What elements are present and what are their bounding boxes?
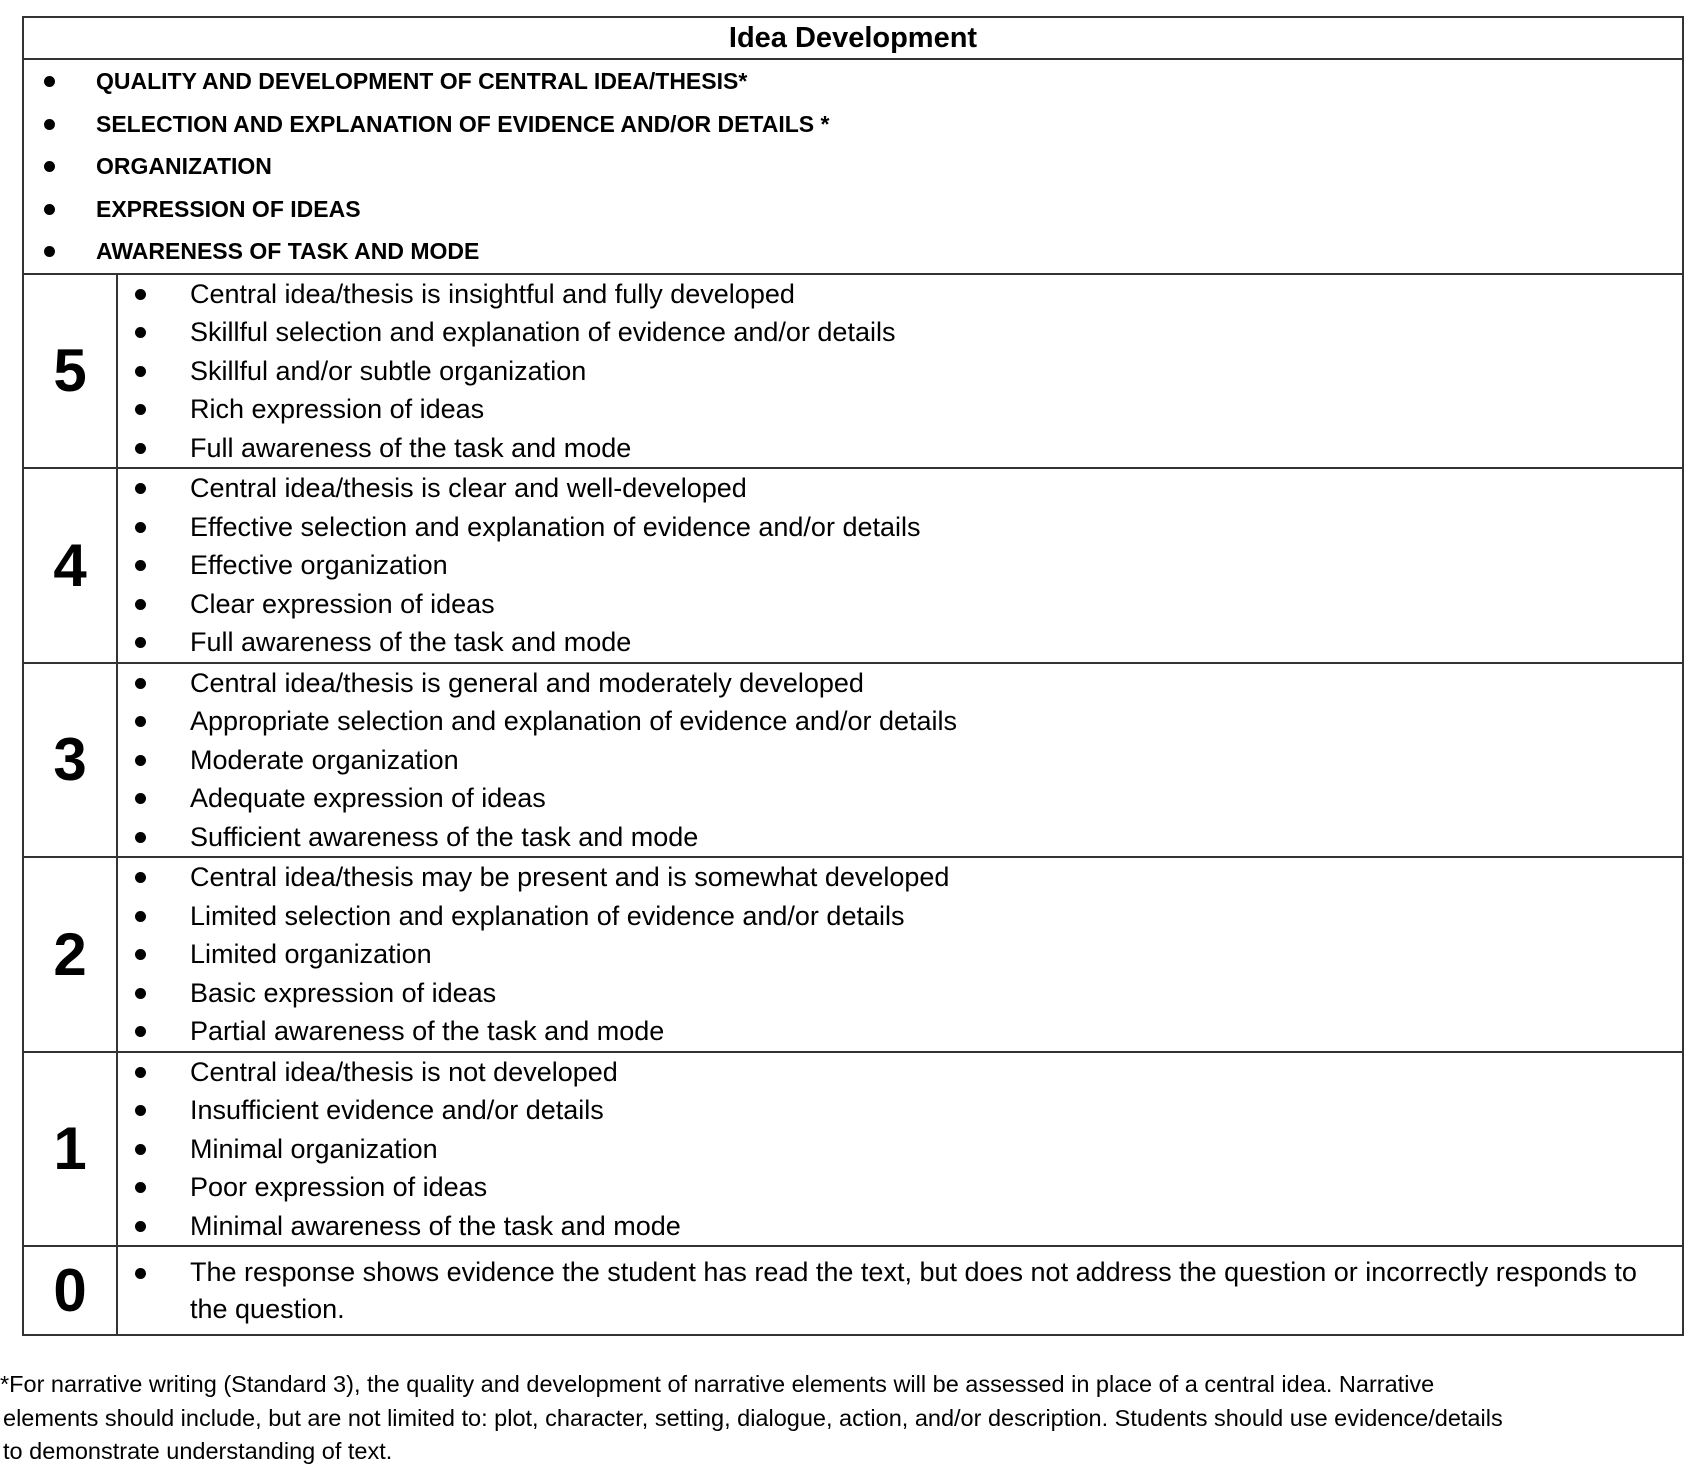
bullet-icon	[135, 404, 146, 415]
descriptor-item: Full awareness of the task and mode	[118, 623, 1682, 662]
descriptor-item: Appropriate selection and explanation of evidence and/or details	[118, 702, 1682, 741]
score-value: 3	[23, 663, 117, 858]
criteria-item	[24, 188, 1682, 231]
criteria-item-label: QUALITY AND DEVELOPMENT OF CENTRAL IDEA/THESIS*	[96, 68, 748, 94]
bullet-icon	[135, 289, 146, 300]
descriptor-item: Clear expression of ideas	[118, 585, 1682, 624]
descriptor-item: Full awareness of the task and mode	[118, 429, 1682, 468]
descriptor-item: Partial awareness of the task and mode	[118, 1012, 1682, 1051]
descriptor-item: Insufficient evidence and/or details	[118, 1091, 1682, 1130]
score-descriptors	[117, 468, 1683, 663]
descriptor-item: Basic expression of ideas	[118, 974, 1682, 1013]
score-row-4	[23, 468, 1683, 663]
footnote	[0, 1368, 1660, 1469]
descriptor-item: Central idea/thesis is general and moderately developed	[118, 664, 1682, 703]
bullet-icon	[135, 1182, 146, 1193]
bullet-icon	[135, 599, 146, 610]
bullet-icon	[135, 1144, 146, 1155]
descriptor-item: Effective selection and explanation of evidence and/or details	[118, 508, 1682, 547]
bullet-icon	[135, 793, 146, 804]
bullet-icon	[44, 246, 55, 257]
bullet-icon	[135, 637, 146, 648]
criteria-item	[24, 230, 1682, 273]
rubric-table	[22, 16, 1684, 1336]
descriptor-list	[118, 1053, 1682, 1246]
rubric-title: Idea Development	[23, 17, 1683, 59]
bullet-icon	[135, 1067, 146, 1078]
descriptor-item: Adequate expression of ideas	[118, 779, 1682, 818]
descriptor-item: Skillful and/or subtle organization	[118, 352, 1682, 391]
score-descriptors	[117, 274, 1683, 469]
descriptor-item: Sufficient awareness of the task and mode	[118, 818, 1682, 857]
score-value: 0	[23, 1246, 117, 1335]
descriptor-item: Limited selection and explanation of evidence and/or details	[118, 897, 1682, 936]
criteria-list	[24, 60, 1682, 273]
descriptor-item: Minimal awareness of the task and mode	[118, 1207, 1682, 1246]
descriptor-item: Moderate organization	[118, 741, 1682, 780]
footnote-line: elements should include, but are not limited to: plot, character, setting, dialogue, action, and/or description. Students should use evidence/details	[3, 1404, 1503, 1431]
bullet-icon	[135, 832, 146, 843]
descriptor-list	[118, 858, 1682, 1051]
bullet-icon	[135, 443, 146, 454]
bullet-icon	[135, 483, 146, 494]
descriptor-item: Skillful selection and explanation of evidence and/or details	[118, 313, 1682, 352]
descriptor-item: Limited organization	[118, 935, 1682, 974]
criteria-item	[24, 103, 1682, 146]
descriptor-item: Central idea/thesis may be present and is somewhat developed	[118, 858, 1682, 897]
criteria-item	[24, 60, 1682, 103]
bullet-icon	[135, 327, 146, 338]
criteria-item-label: SELECTION AND EXPLANATION OF EVIDENCE AND/OR DETAILS *	[96, 110, 830, 137]
bullet-icon	[135, 911, 146, 922]
descriptor-item: Central idea/thesis is insightful and fully developed	[118, 275, 1682, 314]
score-value: 5	[23, 274, 117, 469]
bullet-icon	[135, 755, 146, 766]
score-row-0	[23, 1246, 1683, 1335]
descriptor-item: The response shows evidence the student has read the text, but does not address the question or incorrectly responds to the question.	[118, 1254, 1682, 1328]
bullet-icon	[135, 1268, 146, 1279]
bullet-icon	[135, 716, 146, 727]
descriptor-item: Poor expression of ideas	[118, 1168, 1682, 1207]
bullet-icon	[135, 1026, 146, 1037]
bullet-icon	[135, 949, 146, 960]
score-descriptors	[117, 663, 1683, 858]
rubric-title-row	[23, 17, 1683, 59]
bullet-icon	[135, 988, 146, 999]
bullet-icon	[135, 872, 146, 883]
footnote-line: to demonstrate understanding of text.	[3, 1438, 393, 1464]
score-value: 1	[23, 1052, 117, 1247]
criteria-cell	[23, 59, 1683, 274]
bullet-icon	[44, 76, 55, 87]
bullet-icon	[135, 366, 146, 377]
score-value: 4	[23, 468, 117, 663]
descriptor-item: Central idea/thesis is not developed	[118, 1053, 1682, 1092]
footnote-line: *For narrative writing (Standard 3), the quality and development of narrative elements will be assessed in place of a central idea. Narrative	[0, 1371, 1435, 1397]
descriptor-list	[118, 275, 1682, 468]
descriptor-item: Minimal organization	[118, 1130, 1682, 1169]
bullet-icon	[44, 161, 55, 172]
score-row-2	[23, 857, 1683, 1052]
score-row-5	[23, 274, 1683, 469]
bullet-icon	[44, 119, 55, 130]
score-descriptors	[117, 857, 1683, 1052]
bullet-icon	[135, 560, 146, 571]
descriptor-item: Central idea/thesis is clear and well-developed	[118, 469, 1682, 508]
descriptor-list	[118, 1254, 1682, 1328]
score-row-3	[23, 663, 1683, 858]
score-descriptors	[117, 1052, 1683, 1247]
criteria-item-label: EXPRESSION OF IDEAS	[96, 195, 361, 222]
bullet-icon	[135, 522, 146, 533]
score-descriptors	[117, 1246, 1683, 1335]
bullet-icon	[135, 678, 146, 689]
descriptor-item: Rich expression of ideas	[118, 390, 1682, 429]
score-row-1	[23, 1052, 1683, 1247]
criteria-row	[23, 59, 1683, 274]
criteria-item	[24, 145, 1682, 188]
score-value: 2	[23, 857, 117, 1052]
criteria-item-label: AWARENESS OF TASK AND MODE	[96, 238, 480, 264]
bullet-icon	[135, 1221, 146, 1232]
descriptor-list	[118, 469, 1682, 662]
bullet-icon	[44, 204, 55, 215]
descriptor-list	[118, 664, 1682, 857]
descriptor-item: Effective organization	[118, 546, 1682, 585]
bullet-icon	[135, 1105, 146, 1116]
criteria-item-label: ORGANIZATION	[96, 153, 272, 179]
